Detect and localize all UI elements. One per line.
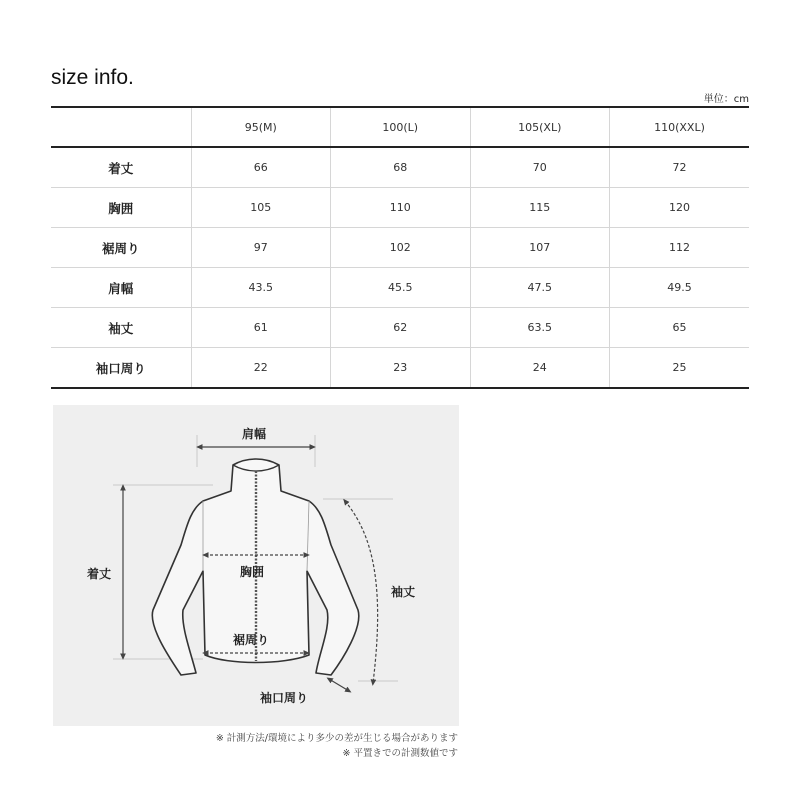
note-measurement-variance: ※ 計測方法/環境により多少の差が生じる場合があります [215,733,458,744]
table-cell: 45.5 [331,268,471,308]
diagram-label-length: 着丈 [87,567,112,581]
header-cell-corner [51,107,191,147]
diagram-label-hem: 裾周り [233,633,270,647]
row-label: 袖口周り [51,348,191,389]
table-row [51,308,749,348]
table-cell: 120 [610,188,750,228]
row-label: 肩幅 [51,268,191,308]
table-cell: 70 [470,147,610,188]
row-label: 裾周り [51,228,191,268]
table-cell: 49.5 [610,268,750,308]
table-cell: 97 [191,228,331,268]
table-row [51,348,749,389]
table-cell: 62 [331,308,471,348]
table-row [51,188,749,228]
row-label: 袖丈 [51,308,191,348]
diagram-label-shoulder: 肩幅 [242,427,267,441]
diagram-label-cuff: 袖口周り [260,691,309,705]
table-cell: 22 [191,348,331,389]
table-row [51,228,749,268]
unit-label: 単位：cm [703,94,749,105]
table-cell: 47.5 [470,268,610,308]
table-cell: 61 [191,308,331,348]
table-cell: 43.5 [191,268,331,308]
table-cell: 105 [191,188,331,228]
table-cell: 63.5 [470,308,610,348]
table-cell: 72 [610,147,750,188]
table-cell: 115 [470,188,610,228]
row-label: 着丈 [51,147,191,188]
table-cell: 102 [331,228,471,268]
table-cell: 66 [191,147,331,188]
table-cell: 110 [331,188,471,228]
header-cell-110xxl: 110(XXL) [610,107,750,147]
table-cell: 23 [331,348,471,389]
header-cell-105xl: 105(XL) [470,107,610,147]
diagram-label-chest: 胸囲 [240,565,265,579]
diagram-label-sleeve: 袖丈 [391,585,416,599]
row-label: 胸囲 [51,188,191,228]
page-title: size info. [51,66,134,89]
table-header-row [51,107,749,147]
table-cell: 25 [672,361,687,374]
header-cell-95m: 95(M) [191,107,331,147]
table-cell: 112 [610,228,750,268]
table-row [51,268,749,308]
table-cell: 68 [331,147,471,188]
measurement-diagram [53,405,459,726]
size-table [51,106,749,389]
note-flat-measurement: ※ 平置きでの計測数値です [342,748,458,759]
header-cell-100l: 100(L) [331,107,471,147]
table-cell: 24 [470,348,610,389]
table-cell: 65 [610,308,750,348]
table-cell: 107 [470,228,610,268]
table-row [51,147,749,188]
